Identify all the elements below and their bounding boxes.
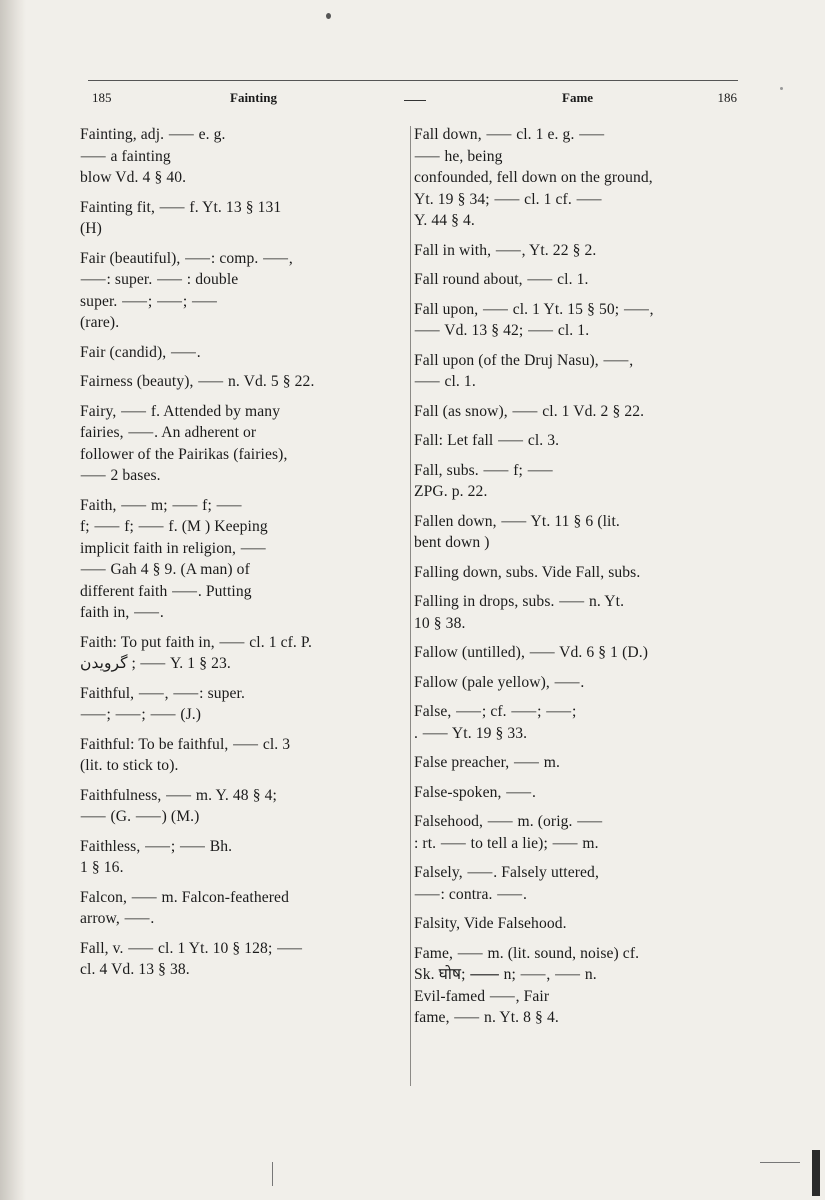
dictionary-entry [414,269,734,291]
entry-line: Fall in with, ⸺, Yt. 22 § 2. [414,241,597,259]
entry-line: faith in, ⸺. [80,604,164,621]
dictionary-entry [414,752,734,774]
entry-line: Evil-famed ⸺, Fair [414,987,550,1005]
dictionary-entry [80,371,400,393]
entry-line: Fall (as snow), ⸺ cl. 1 Vd. 2 § 22. [414,402,645,420]
entry-line: fame, ⸺ n. Yt. 8 § 4. [414,1009,559,1026]
dictionary-entry [80,248,400,334]
entry-line: different faith ⸺. Putting [80,582,252,600]
entry-line: Fairness (beauty), ⸺ n. Vd. 5 § 22. [80,373,315,390]
entry-line: Fame, ⸺ m. (lit. sound, noise) cf. [414,944,640,962]
dictionary-entry [80,401,400,487]
header-dash [404,100,426,101]
entry-line: Falsehood, ⸺ m. (orig. ⸺ [414,813,604,830]
entry-line: Faithful, ⸺, ⸺: super. [80,684,245,702]
binding-shadow [0,0,26,1200]
entry-line: ⸺ Gah 4 § 9. (A man) of [80,561,250,578]
entry-line: 10 § 38. [414,614,466,632]
page-number-right: 186 [717,90,737,105]
dictionary-entry [414,862,734,905]
entry-line: ⸺; ⸺; ⸺ (J.) [80,706,202,723]
dictionary-entry [80,632,400,675]
entry-line: Fallow (untilled), ⸺ Vd. 6 § 1 (D.) [414,644,649,661]
entry-line: ZPG. p. 22. [414,483,488,500]
entry-line: Falsely, ⸺. Falsely uttered, [414,864,599,881]
entry-line: ⸺ he, being [414,147,503,165]
dictionary-entry [414,430,734,452]
edge-mark [812,1150,820,1196]
entry-line: Faith: To put faith in, ⸺ cl. 1 cf. P. [80,633,312,651]
dictionary-entry [414,124,734,232]
entry-line: Faith, ⸺ m; ⸺ f; ⸺ [80,496,243,514]
entry-line: ⸺ (G. ⸺) (M.) [80,808,200,825]
dictionary-entry [414,460,734,503]
entry-line: Faithless, ⸺; ⸺ Bh. [80,837,233,855]
dictionary-entry [414,701,734,744]
dictionary-entry [414,591,734,634]
entry-line: fairies, ⸺. An adherent or [80,424,257,441]
page-number-left: 185 [92,90,112,105]
dictionary-entry [80,342,400,364]
entry-line: cl. 4 Vd. 13 § 38. [80,961,190,978]
entry-line: ⸺ Vd. 13 § 42; ⸺ cl. 1. [414,322,590,339]
dictionary-entry [414,913,734,935]
dictionary-entry [80,683,400,726]
entry-line: Falcon, ⸺ m. Falcon-feathered [80,888,289,906]
entry-line: (H) [80,220,102,237]
dictionary-entry [414,642,734,664]
header-rule [88,80,738,81]
dictionary-entry [414,350,734,393]
dictionary-entry [80,734,400,777]
entry-line: 1 § 16. [80,859,124,876]
entry-line: Fall: Let fall ⸺ cl. 3. [414,432,560,449]
dictionary-entry [414,240,734,262]
dictionary-entry [80,938,400,981]
entry-line: ⸺: super. ⸺ : double [80,271,239,288]
entry-line: Fallow (pale yellow), ⸺. [414,673,585,691]
entry-line: ⸺ cl. 1. [414,373,476,390]
ink-speck [780,87,783,90]
entry-line: Sk. घोष; ⸺ n; ⸺, ⸺ n. [414,966,597,983]
entry-line: . ⸺ Yt. 19 § 33. [414,724,528,742]
column-divider [410,126,411,1086]
dictionary-entry [80,197,400,240]
entry-line: Fair (candid), ⸺. [80,343,201,361]
entry-line: confounded, fell down on the ground, [414,169,653,186]
dictionary-entry [414,811,734,854]
dictionary-entry [414,562,734,584]
entry-line: Fall round about, ⸺ cl. 1. [414,271,589,288]
entry-line: Fall upon (of the Druj Nasu), ⸺, [414,351,634,369]
entry-line: ⸺: contra. ⸺. [414,885,527,903]
entry-line: super. ⸺; ⸺; ⸺ [80,292,218,310]
page-mark [760,1162,800,1163]
entry-line: Falsity, Vide Falsehood. [414,915,567,932]
entry-line: Faithful: To be faithful, ⸺ cl. 3 [80,735,291,753]
entry-line: گرویدن ; ⸺ Y. 1 § 23. [80,655,231,672]
entry-line: bent down ) [414,534,490,551]
entry-line: False-spoken, ⸺. [414,783,536,801]
entry-line: False preacher, ⸺ m. [414,754,560,771]
left-column [80,124,400,989]
dictionary-entry [414,782,734,804]
entry-line: Fall down, ⸺ cl. 1 e. g. ⸺ [414,126,605,143]
entry-line: arrow, ⸺. [80,910,155,927]
entry-line: Yt. 19 § 34; ⸺ cl. 1 cf. ⸺ [414,190,603,208]
entry-line: follower of the Pairikas (fairies), [80,445,288,463]
right-column [414,124,734,1037]
dictionary-entry [80,124,400,189]
entry-line: Falling down, subs. Vide Fall, subs. [414,563,641,581]
ink-speck [326,13,331,19]
entry-line: Faithfulness, ⸺ m. Y. 48 § 4; [80,786,277,804]
entry-line: Fall, subs. ⸺ f; ⸺ [414,461,554,479]
dictionary-entry [414,511,734,554]
dictionary-entry [414,672,734,694]
entry-line: Falling in drops, subs. ⸺ n. Yt. [414,593,625,610]
entry-line: Fall, v. ⸺ cl. 1 Yt. 10 § 128; ⸺ [80,939,303,957]
entry-line: ⸺ 2 bases. [80,467,161,484]
dictionary-entry [80,836,400,879]
entry-line: (lit. to stick to). [80,757,179,774]
entry-line: : rt. ⸺ to tell a lie); ⸺ m. [414,834,599,852]
entry-line: blow Vd. 4 § 40. [80,169,187,186]
entry-line: Fainting fit, ⸺ f. Yt. 13 § 131 [80,198,282,216]
entry-line: Fair (beautiful), ⸺: comp. ⸺, [80,249,293,267]
entry-line: Fall upon, ⸺ cl. 1 Yt. 15 § 50; ⸺, [414,300,654,318]
dictionary-entry [414,401,734,423]
entry-line: f; ⸺ f; ⸺ f. (M ) Keeping [80,518,268,535]
dictionary-entry [80,887,400,930]
entry-line: Fairy, ⸺ f. Attended by many [80,402,281,420]
dictionary-entry [80,785,400,828]
dictionary-entry [414,943,734,1029]
entry-line: False, ⸺; cf. ⸺; ⸺; [414,703,577,720]
guide-word-right: Fame [562,90,594,105]
dictionary-entry [414,299,734,342]
entry-line: Fainting, adj. ⸺ e. g. [80,126,226,143]
entry-line: ⸺ a fainting [80,147,171,165]
page-mark [272,1162,283,1186]
entry-line: Fallen down, ⸺ Yt. 11 § 6 (lit. [414,512,620,530]
guide-word-left: Fainting [230,90,277,105]
running-header [92,88,737,112]
entry-line: Y. 44 § 4. [414,212,475,229]
entry-line: (rare). [80,314,120,331]
entry-line: implicit faith in religion, ⸺ [80,539,267,557]
dictionary-entry [80,495,400,624]
